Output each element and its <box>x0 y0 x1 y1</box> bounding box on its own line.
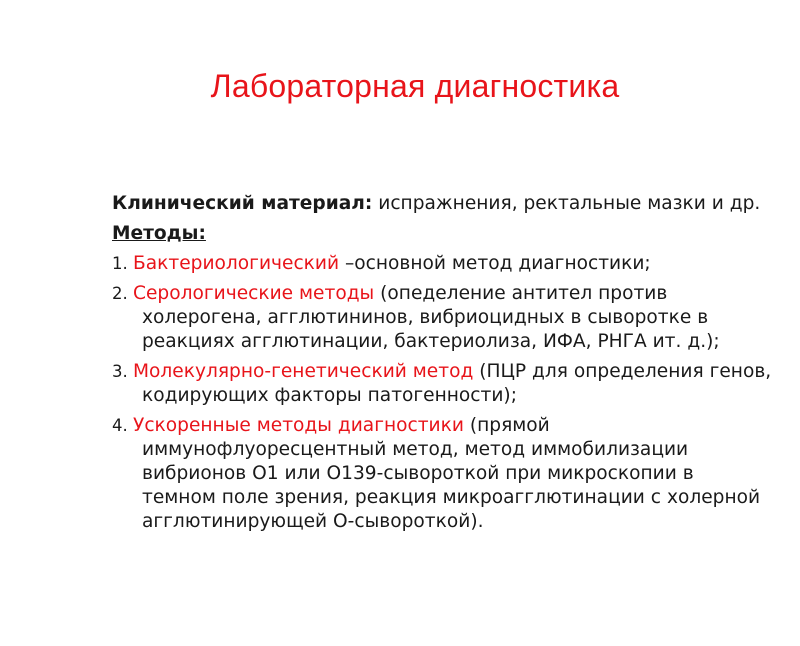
methods-label: Методы: <box>112 223 206 244</box>
methods-heading <box>112 222 772 246</box>
method-item-4 <box>112 414 772 534</box>
slide-body <box>112 192 772 534</box>
method-number: 3. <box>112 362 133 381</box>
method-item-1 <box>112 252 772 276</box>
method-name: Серологические методы <box>133 283 375 304</box>
slide-title: Лабораторная диагностика <box>210 68 620 104</box>
clinical-material-text: испражнения, ректальные мазки и др. <box>372 193 761 214</box>
method-description: (прямой иммунофлуоресцентный метод, метод иммобилизации вибрионов О1 или О139-сывороткой при микроскопии в темном поле зрения, реакция микроагглютинации с холерной агглютинирующей О-сывороткой). <box>142 415 761 532</box>
method-description: –основной метод диагностики; <box>339 253 651 274</box>
method-name: Молекулярно-генетический метод <box>133 361 474 382</box>
method-item-2 <box>112 282 772 354</box>
method-description: (опеделение антител против холерогена, агглютининов, вибриоцидных в сыворотке в реакциях агглютинации, бактериолиза, ИФА, РНГА ит. д.); <box>142 283 720 352</box>
method-item-3 <box>112 360 772 408</box>
clinical-material-label: Клинический материал: <box>112 193 373 214</box>
method-name: Ускоренные методы диагностики <box>133 415 464 436</box>
method-number: 1. <box>112 254 133 273</box>
clinical-material-paragraph <box>112 192 772 216</box>
method-description: (ПЦР для определения генов, кодирующих факторы патогенности); <box>142 361 772 406</box>
method-number: 2. <box>112 284 133 303</box>
method-name: Бактериологический <box>133 253 340 274</box>
method-number: 4. <box>112 416 133 435</box>
